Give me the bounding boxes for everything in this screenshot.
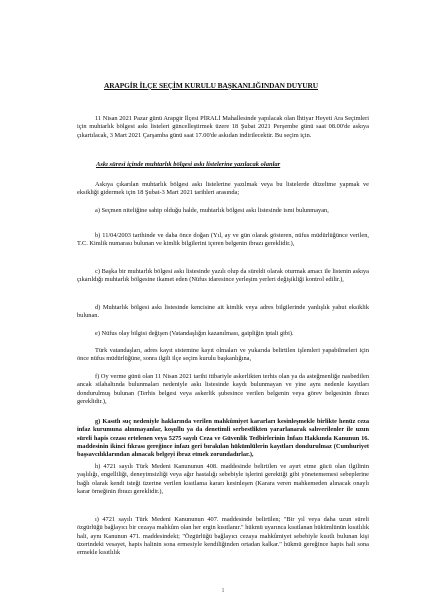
document-title: ARAPGİR İLÇE SEÇİM KURULU BAŞKANLIĞINDAN DUYURU: [104, 81, 318, 90]
item-g: g) Kasıtlı suç nedeniyle haklarında verilen mahkûmiyet kararları kesinleşmekle birlikte henüz ceza infaz kurumuna alınmayanlar, koşullu ya da denetimli serbestlikten yararlanarak salıverilenler ile uzun süreli hapis cezası ertelenen veya 5275 sayılı Ceza ve Güvenlik Tedbirlerinin İnfazı Hakkında Kanunun 16. maddesinin ikinci fıkrası gereğince infazı geri bırakılan hükümlülerin kayıtları dondurulmaz (Cumhuriyet başsavcılıklarından alınacak belgeyi ibraz etmek zorundadırlar.),: [77, 418, 369, 459]
item-d: d) Muhtarlık bölgesi askı listesinde kencisine ait kimlik veya adres bilgilerinde yanlışlık yahut eksiklik bulunan.: [77, 304, 369, 320]
item-e: e) Nüfus olay bilgisi değişen (Vatandaşlığın kazanılması, gaipliğin iptali gibi).: [95, 330, 294, 337]
page-number: 1: [221, 588, 225, 594]
item-a: a) Seçmen niteliğine sahip olduğu halde, muhtarlık bölgesi askı listesinde ismi bulunmayan,: [95, 207, 329, 214]
intro-text: 11 Nisan 2021 Pazar günü Arapgir İlçesi PİRALİ Mahallesinde yapılacak olan İhtiyar Heyeti Ara Seçimleri için muhtarlık bölgesi askı listeleri güncelleştirmek üzere 18 Şubat 2021 Perşembe günü saat 08.00'de askıya çıkartılacak, 3 Mart 2021 Çarşamba günü saat 17.00'de askıdan indirilecektir. Bu seçim için.: [77, 115, 369, 139]
item-h: h) 4721 sayılı Türk Medeni Kanununun 408. maddesinde belirtilen ve ayırt etme gücü olan ilgilinin yaşlılığı, engelliliği, deneyimsizliği veya ağır hastalığı sebebiyle işlerini gerektiği gibi yönetememesi sebeplerine bağlı olarak kendi isteği üzerine verilen kısıtlama kararı kesinleşen (Karara veren mahkemeden alınacak onaylı karar örneğinin ibrazı gereklidir.),: [77, 463, 369, 495]
info-paragraph: Türk vatandaşları, adres kayıt sistemine kayıt olmaları ve yukarıda belirtilen işlemleri yapabilmeleri için önce nüfus müdürlüğüne, sonra ilgili ilçe seçim kurulu başkanlığına,: [77, 347, 369, 363]
item-i: ı) 4721 sayılı Türk Medeni Kanununun 407. maddesinde belirtilen; "Bir yıl veya daha uzun süreli özgürlüğü bağlayıcı bir cezaya mahkûm olan her ergin kısıtlanır." hükmü uyarınca kısıtlanan hükümlünün kısıtlılık hali, aynı Kanunun 471. maddesindeki; "Özgürlüğü bağlayıcı cezaya mahkûmiyet sebebiyle kısıtlı bulunan kişi üzerindeki vesayet, hapis halinin sona ermesiyle kendiliğinden ortadan kalkar." hükmü gereğince hapis hali sona ermekle kısıtlılık: [77, 516, 369, 557]
lead-paragraph: Askıya çıkarılan muhtarlık bölgesi askı listelerine yazılmak veya bu listelerde düzeltme yapmak ve eksikliği gidermek için 18 Şubat-3 Mart 2021 tarihleri arasında;: [77, 181, 369, 197]
item-c: c) Başka bir muhtarlık bölgesi askı listesinde yazılı olup da süreldi olarak oturmak amacı ile listenin askıya çıkarıldığı muhtarlık bölgesine ikamet eden (Nüfus idaresince yerleşim yerleri değişikliği kontrol edilir.),: [77, 268, 369, 284]
intro-paragraph: [77, 115, 369, 140]
item-b: b) 11/04/2003 tarihinde ve daha önce doğan (Yıl, ay ve gün olarak gösteren, nüfus müdürlüğünce verilen, T.C. Kimlik numarası bulunan ve kimlik bilgilerini içeren belgenin ibrazı gereklidir.),: [77, 232, 369, 248]
item-f: f) Oy verme günü olan 11 Nisan 2021 tarihi itibariyle askerlikten terhis olan ya da asteğmenliğe nasbedilen ancak silahaltında bulunmaları nedeniyle askı listesinde kaydı bulunmayan ve yine aynı nedenle kayıtları dondurulmuş bulunan (Terhis belgesi veya askerlik şubesince verilen belgenin veya görev belgesinin ibrazı gereklidir.),: [77, 373, 369, 405]
section-subtitle: Askı süresi içinde muhtarlık bölgesi askı listelerine yazılacak olanlar: [96, 161, 281, 168]
